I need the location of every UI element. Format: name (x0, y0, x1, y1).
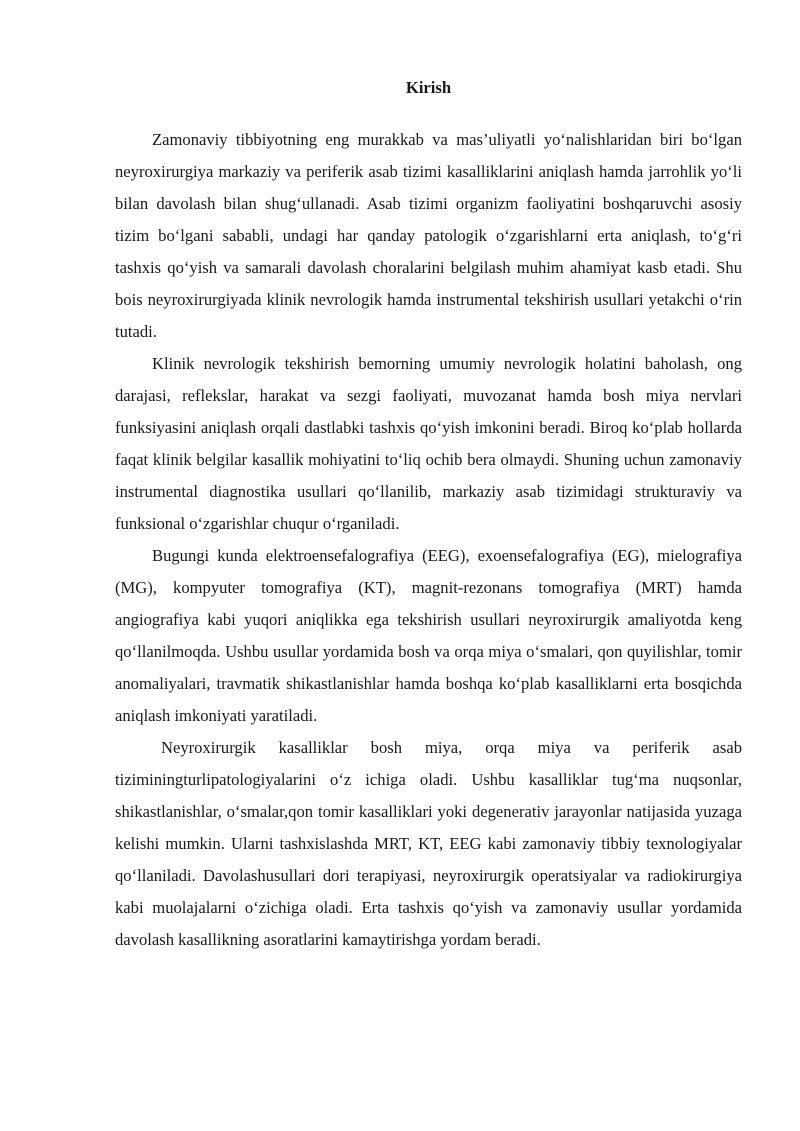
paragraph-diseases: Neyroxirurgik kasalliklar bosh miya, orqa miya va periferik asab tiziminingturlipatologiyalarini o‘z ichiga oladi. Ushbu kasalliklar tug‘ma nuqsonlar, shikastlanishlar, o‘smalar,qon tomir kasalliklari yoki degenerativ jarayonlar natijasida yuzaga kelishi mumkin. Ularni tashxislashda MRT, KT, EEG kabi zamonaviy tibbiy texnologiyalar qo‘llaniladi. Davolashusullari dori terapiyasi, neyroxirurgik operatsiyalar va radiokirurgiya kabi muolajalarni o‘zichiga oladi. Erta tashxis qo‘yish va zamonaviy usullar yordamida davolash kasallikning asoratlarini kamaytirishga yordam beradi. (115, 738, 742, 949)
document-page (115, 74, 742, 956)
page-title: Kirish (405, 78, 452, 97)
paragraph-clinical-exam: Klinik nevrologik tekshirish bemorning umumiy nevrologik holatini baholash, ong darajasi, reflekslar, harakat va sezgi faoliyati, muvozanat hamda bosh miya nervlari funksiyasini aniqlash orqali dastlabki tashxis qo‘yish imkonini beradi. Biroq ko‘plab hollarda faqat klinik belgilar kasallik mohiyatini to‘liq ochib bera olmaydi. Shuning uchun zamonaviy instrumental diagnostika usullari qo‘llanilib, markaziy asab tizimidagi strukturaviy va funksional o‘zgarishlar chuqur o‘rganiladi. (115, 354, 742, 533)
paragraph-intro: Zamonaviy tibbiyotning eng murakkab va mas’uliyatli yo‘nalishlaridan biri bo‘lgan neyroxirurgiya markaziy va periferik asab tizimi kasalliklarini aniqlash hamda jarrohlik yo‘li bilan davolash bilan shug‘ullanadi. Asab tizimi organizm faoliyatini boshqaruvchi asosiy tizim bo‘lgani sababli, undagi har qanday patologik o‘zgarishlarni erta aniqlash, to‘g‘ri tashxis qo‘yish va samarali davolash choralarini belgilash muhim ahamiyat kasb etadi. Shu bois neyroxirurgiyada klinik nevrologik hamda instrumental tekshirish usullari yetakchi o‘rin tutadi. (115, 130, 742, 341)
paragraph-instrumental-methods: Bugungi kunda elektroensefalografiya (EEG), exoensefalografiya (EG), mielografiya (MG), kompyuter tomografiya (KT), magnit-rezonans tomografiya (MRT) hamda angiografiya kabi yuqori aniqlikka ega tekshirish usullari neyroxirurgik amaliyotda keng qo‘llanilmoqda. Ushbu usullar yordamida bosh va orqa miya o‘smalari, qon quyilishlar, tomir anomaliyalari, travmatik shikastlanishlar hamda boshqa ko‘plab kasalliklarni erta bosqichda aniqlash imkoniyati yaratiladi. (115, 546, 742, 725)
